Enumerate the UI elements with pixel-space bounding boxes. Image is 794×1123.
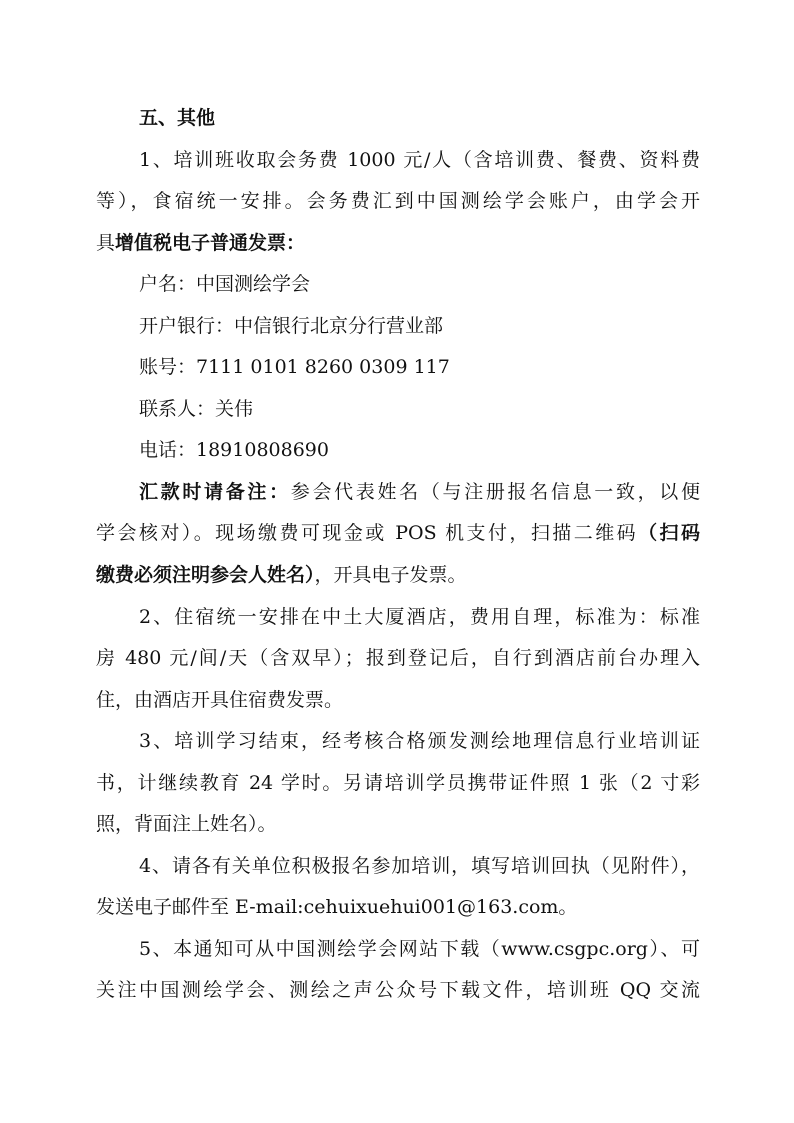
bank-name: 开户银行：中信银行北京分行营业部 [139, 315, 444, 337]
p1-line2: 等），食宿统一安排。会务费汇到中国测绘学会账户，由学会开 [96, 190, 700, 212]
p2-line3: 住，由酒店开具住宿费发票。 [96, 689, 344, 711]
account-number: 账号：7111 0101 8260 0309 117 [139, 356, 450, 378]
remit-line1 [139, 479, 700, 505]
p3-line1: 3、培训学习结束，经考核合格颁发测绘地理信息行业培训证 [139, 730, 700, 752]
remit-line2-text: 学会核对）。现场缴费可现金或 POS 机支付，扫描二维码 [96, 522, 639, 544]
p5-line2: 关注中国测绘学会、测绘之声公众号下载文件，培训班 QQ 交流 [96, 979, 700, 1001]
p2-line2: 房 480 元/间/天（含双早）；报到登记后，自行到酒店前台办理入 [96, 647, 700, 669]
p4-line2: 发送电子邮件至 E-mail:cehuixuehui001@163.com。 [96, 896, 578, 918]
p4-line1: 4、请各有关单位积极报名参加培训，填写培训回执（见附件）， [139, 855, 700, 877]
p2-line1: 2、住宿统一安排在中土大厦酒店，费用自理，标准为：标准 [139, 606, 700, 628]
remit-line2 [96, 520, 700, 546]
section-title: 五、其他 [139, 107, 216, 129]
p1-line3-text: 具 [96, 232, 116, 254]
p1-line3 [96, 230, 700, 256]
p3-line3: 照，背面注上姓名）。 [96, 813, 277, 835]
phone-number: 电话：18910808690 [139, 439, 329, 461]
account-name: 户名：中国测绘学会 [139, 273, 311, 295]
p5-line1: 5、本通知可从中国测绘学会网站下载（www.csgpc.org）、可 [139, 938, 700, 960]
remit-line1-text: 参会代表姓名（与注册报名信息一致，以便 [290, 481, 700, 503]
remit-note-label: 汇款时请备注： [139, 481, 291, 503]
invoice-type-emphasis: 增值税电子普通发票： [115, 232, 306, 254]
p3-line2: 书，计继续教育 24 学时。另请培训学员携带证件照 1 张（2 寸彩 [96, 772, 700, 794]
remit-line2-emphasis: （扫码 [638, 522, 700, 544]
contact-person: 联系人：关伟 [139, 398, 254, 420]
remit-line3-emphasis: 缴费必须注明参会人姓名） [96, 564, 315, 586]
p1-line1: 1、培训班收取会务费 1000 元/人（含培训费、餐费、资料费 [139, 149, 700, 171]
remit-line3-text: ，开具电子发票。 [314, 564, 467, 586]
remit-line3 [96, 562, 700, 588]
